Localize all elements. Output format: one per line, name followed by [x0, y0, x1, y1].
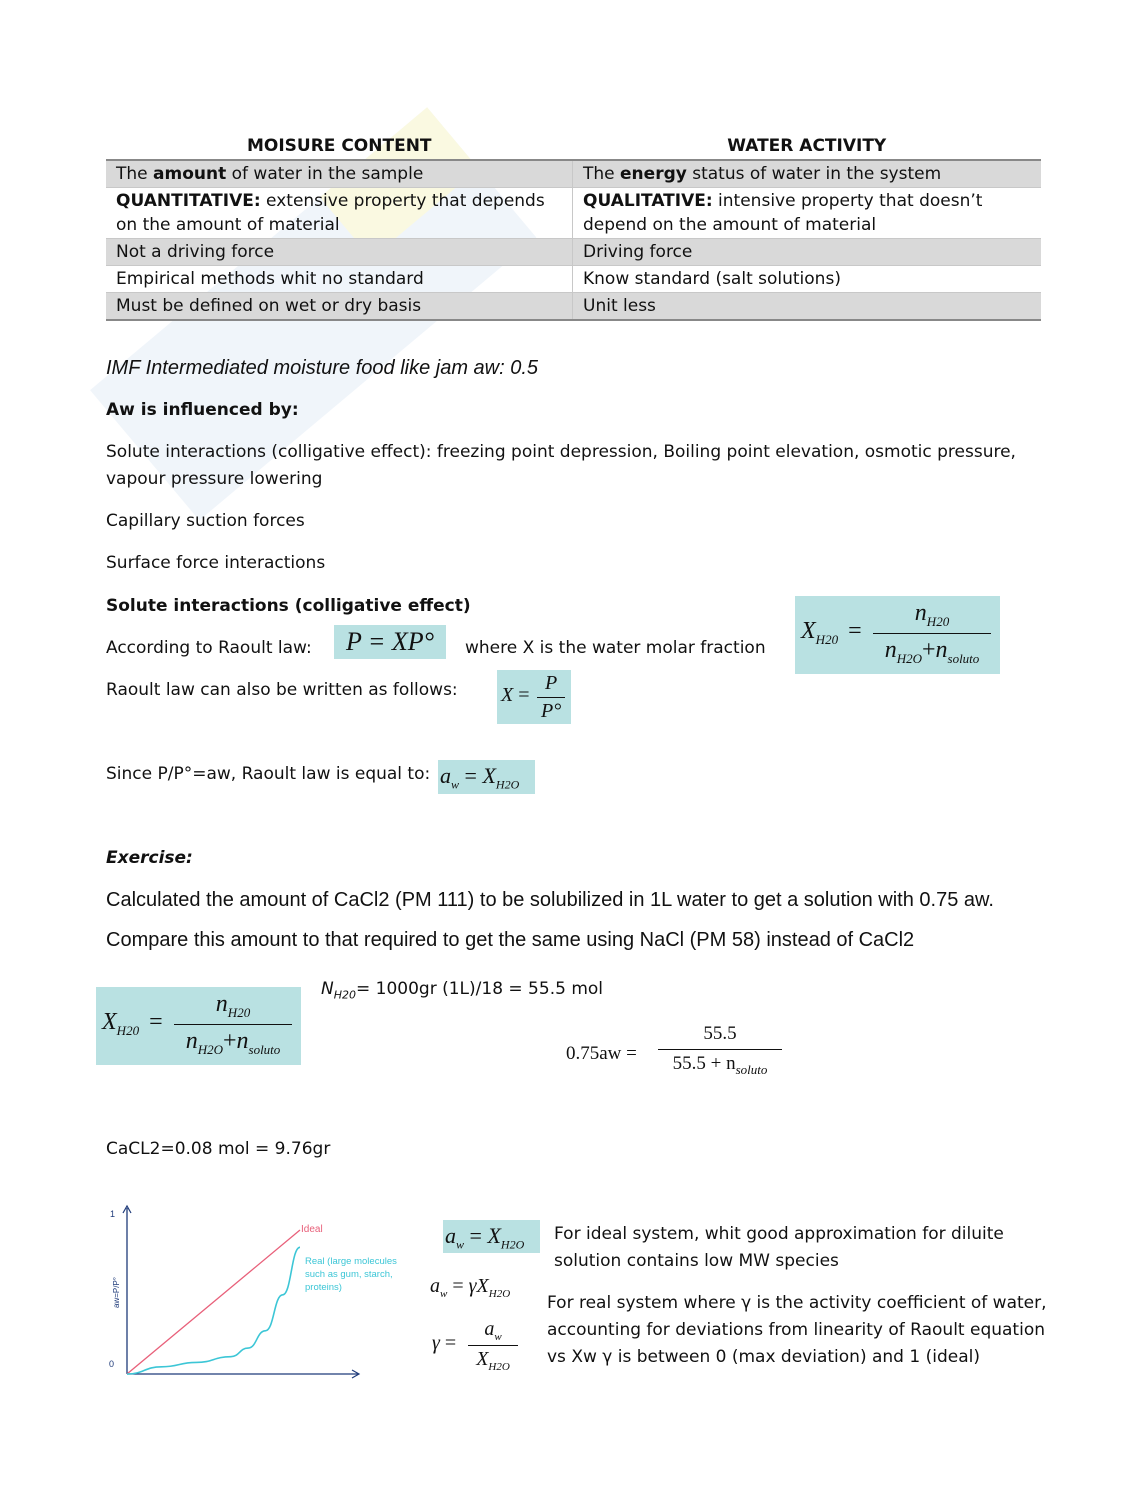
ideal-label: Ideal: [301, 1224, 323, 1235]
molar-fraction-formula: $X_{H20}$ = $n_{H20}$ $n_{H2O}+n_{soluto}$: [795, 596, 1000, 674]
y-axis-label: aw=P/P°: [112, 1277, 121, 1308]
since-label: Since P/P°=aw, Raoult law is equal to:: [106, 764, 431, 784]
ideal-text-1: For ideal system, whit good approximation for diluite: [554, 1224, 1004, 1244]
header-moisture-content: MOISURE CONTENT: [106, 134, 573, 160]
influenced-heading: Aw is influenced by:: [106, 400, 299, 420]
surface-text: Surface force interactions: [106, 553, 326, 573]
header-water-activity: WATER ACTIVITY: [573, 134, 1042, 160]
raoult-alt-label: Raoult law can also be written as follows:: [106, 680, 458, 700]
raoult-label: According to Raoult law:: [106, 638, 312, 658]
aw-equals-xh2o: $a_w = X_{H2O}$: [438, 760, 535, 794]
raoult-note: where X is the water molar fraction: [465, 638, 766, 658]
series-real-line: [127, 1247, 300, 1374]
table-row: Empirical methods whit no standard Know standard (salt solutions): [106, 266, 1041, 293]
comparison-table: [106, 134, 1041, 321]
real-text-2: accounting for deviations from linearity of Raoult equation: [547, 1320, 1045, 1340]
y-tick-1: 1: [110, 1209, 116, 1219]
table-row: The amount of water in the sample The energy status of water in the system: [106, 160, 1041, 188]
exercise-line-1: Calculated the amount of CaCl2 (PM 111) to be solubilized in 1L water to get a solution with 0.75 aw.: [106, 889, 994, 911]
table-row: QUANTITATIVE: extensive property that depends on the amount of material QUALITATIVE: intensive property that doesn’t depend on the amount of material: [106, 188, 1041, 239]
solute-line-2: vapour pressure lowering: [106, 469, 323, 489]
molar-fraction-formula-2: $X_{H20}$ = $n_{H20}$ $n_{H2O}+n_{soluto}$: [96, 987, 301, 1065]
ideal-text-2: solution contains low MW species: [554, 1251, 839, 1271]
raoult-formula: P = XP°: [334, 625, 446, 659]
x-equals-p-over-po: X = $\frac{P}{P^\circ}$: [497, 670, 571, 724]
real-label-3: proteins): [305, 1282, 342, 1293]
nh2o-calc: $N_{H20}= 1000gr$ (1L)/18 = 55.5 mol: [321, 979, 603, 1002]
ideal-formula: $a_w = X_{H2O}$: [443, 1220, 540, 1253]
real-label-1: Real (large molecules: [305, 1256, 397, 1267]
exercise-heading: Exercise:: [106, 848, 193, 868]
result-text: CaCL2=0.08 mol = 9.76gr: [106, 1139, 331, 1159]
real-formula: $a_w = \gamma X_{H2O}$: [430, 1275, 511, 1300]
solute-heading: Solute interactions (colligative effect): [106, 596, 471, 616]
solute-line-1: Solute interactions (colligative effect): freezing point depression, Boiling point elevation, osmotic pressure,: [106, 442, 1016, 462]
exercise-line-2: Compare this amount to that required to get the same using NaCl (PM 58) instead of CaCl2: [106, 929, 915, 951]
real-text-1: For real system where γ is the activity coefficient of water,: [547, 1293, 1047, 1313]
aw-chart: [100, 1200, 397, 1385]
y-tick-0: 0: [109, 1359, 115, 1369]
real-label-2: such as gum, starch,: [305, 1269, 393, 1280]
capillary-text: Capillary suction forces: [106, 511, 305, 531]
imf-note: IMF Intermediated moisture food like jam aw: 0.5: [106, 357, 539, 379]
table-row: Must be defined on wet or dry basis Unit less: [106, 293, 1041, 321]
table-row: Not a driving force Driving force: [106, 239, 1041, 266]
series-ideal-line: [127, 1230, 300, 1374]
real-text-3: vs Xw γ is between 0 (max deviation) and 1 (ideal): [547, 1347, 980, 1367]
